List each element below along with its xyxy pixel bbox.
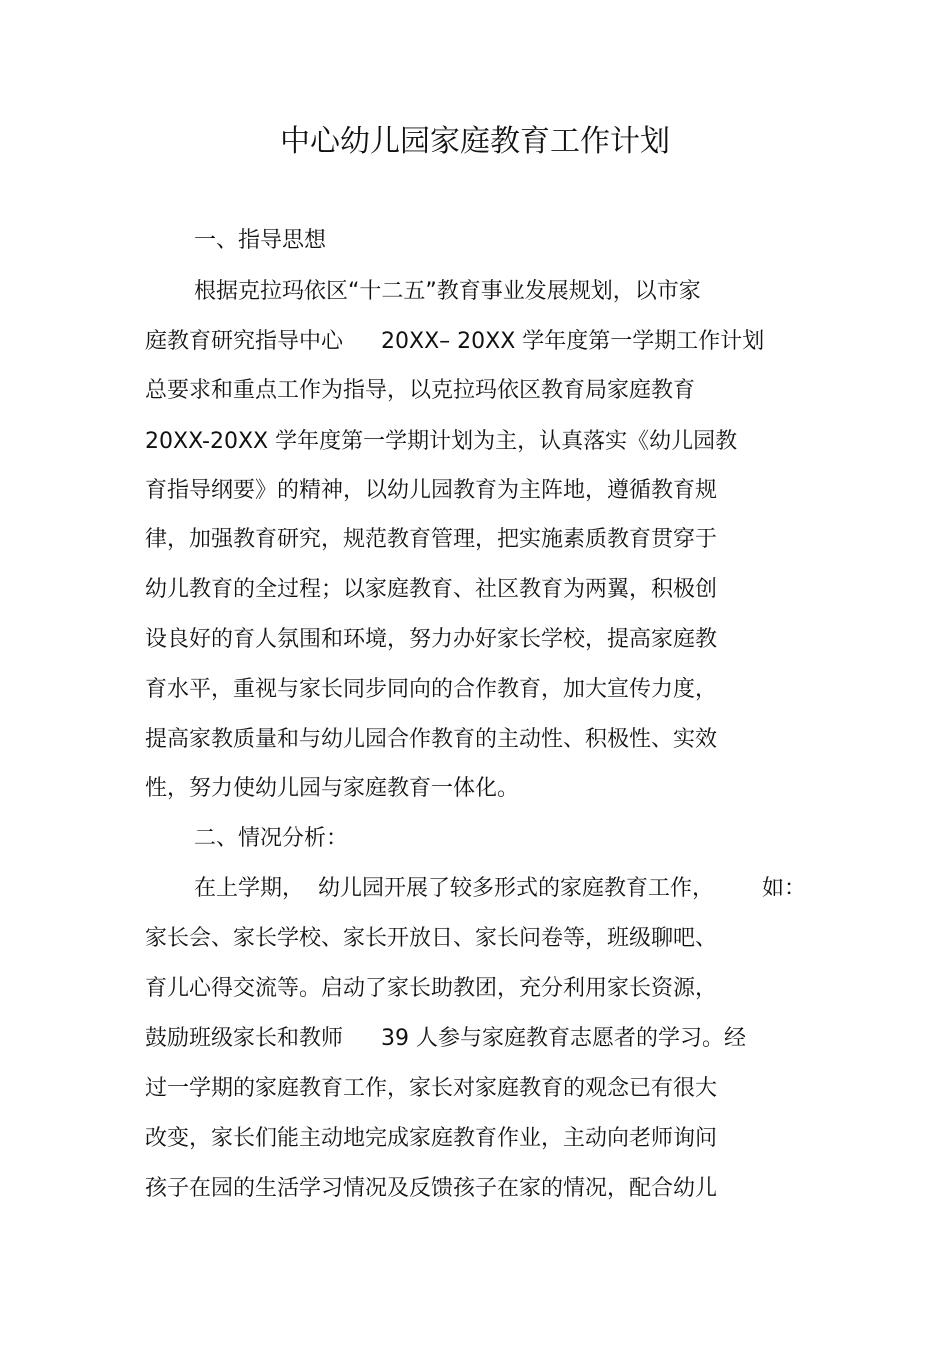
paragraph-line: 律，加强教育研究，规范教育管理，把实施素质教育贯穿于 xyxy=(145,527,718,552)
paragraph-line-segment: 鼓励班级家长和教师 xyxy=(145,1026,344,1051)
paragraph-line xyxy=(145,1024,835,1054)
paragraph-line: 设良好的育人氛围和环境，努力办好家长学校，提高家庭教 xyxy=(145,627,718,652)
paragraph-line: 幼儿教育的全过程；以家庭教育、社区教育为两翼，积极创 xyxy=(145,577,718,602)
paragraph-line: 总要求和重点工作为指导，以克拉玛依区教育局家庭教育 xyxy=(145,378,696,403)
paragraph-line-segment: 20XX– 20XX 学年度第一学期工作计划 xyxy=(381,329,765,354)
paragraph-line: 过一学期的家庭教育工作，家长对家庭教育的观念已有很大 xyxy=(145,1076,718,1101)
document-title: 中心幼儿园家庭教育工作计划 xyxy=(280,124,670,159)
paragraph-line-segment: 庭教育研究指导中心 xyxy=(145,329,344,354)
paragraph-line xyxy=(194,874,884,904)
paragraph-line: 孩子在园的生活学习情况及反馈孩子在家的情况，配合幼儿 xyxy=(145,1176,718,1201)
paragraph-line: 育指导纲要》的精神，以幼儿园教育为主阵地，遵循教育规 xyxy=(145,478,718,503)
paragraph-line-segment: 幼儿园开展了较多形式的家庭教育工作， xyxy=(318,876,715,901)
paragraph-line xyxy=(145,327,835,357)
paragraph-line: 提高家教质量和与幼儿园合作教育的主动性、积极性、实效 xyxy=(145,727,718,752)
paragraph-line: 育水平，重视与家长同步同向的合作教育，加大宣传力度， xyxy=(145,677,718,702)
section-heading-situation-analysis: 二、情况分析： xyxy=(194,826,349,851)
paragraph-line-segment: 39 人参与家庭教育志愿者的学习。经 xyxy=(381,1026,747,1051)
paragraph-line-segment: 在上学期， xyxy=(194,876,305,901)
paragraph-line: 性，努力使幼儿园与家庭教育一体化。 xyxy=(145,776,520,801)
paragraph-line: 根据克拉玛依区“十二五”教育事业发展规划，以市家 xyxy=(194,279,701,304)
paragraph-line: 改变，家长们能主动地完成家庭教育作业，主动向老师询问 xyxy=(145,1126,718,1151)
section-heading-guiding-ideology: 一、指导思想 xyxy=(194,228,327,253)
paragraph-line: 家长会、家长学校、家长开放日、家长问卷等，班级聊吧、 xyxy=(145,926,718,951)
paragraph-line-segment: 如： xyxy=(762,876,807,901)
paragraph-line: 育儿心得交流等。启动了家长助教团，充分利用家长资源， xyxy=(145,976,718,1001)
paragraph-line: 20XX-20XX 学年度第一学期计划为主，认真落实《幼儿园教 xyxy=(145,429,738,454)
